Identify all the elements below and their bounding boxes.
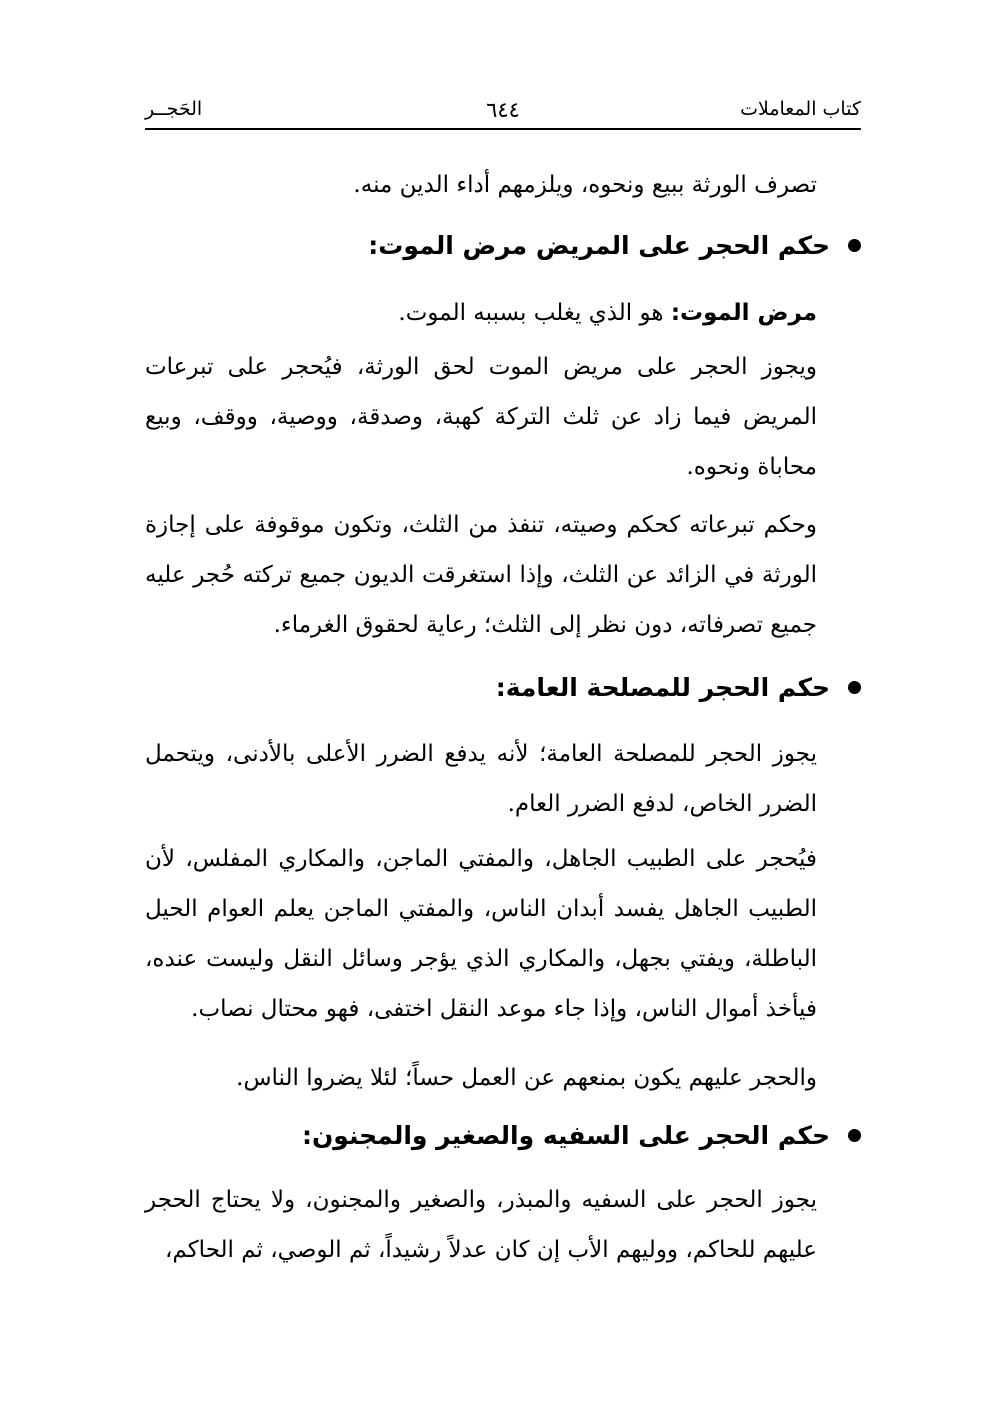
paragraph	[145, 729, 817, 829]
paragraph-continuation	[145, 160, 817, 210]
definition-text: هو الذي يغلب بسببه الموت.	[398, 300, 671, 326]
heading-text: حكم الحجر للمصلحة العامة:	[495, 673, 830, 702]
paragraph-text: يجوز الحجر على السفيه والمبذر، والصغير والمجنون، ولا يحتاج الحجر عليهم للحاكم، ووليهم الأب إن كان عدلاً رشيداً، ثم الوصي، ثم الحاكم،	[145, 1187, 817, 1263]
paragraph	[145, 342, 817, 492]
paragraph: تصرف الورثة ببيع ونحوه، ويلزمهم أداء الدين منه.	[353, 172, 817, 198]
paragraph-text: وحكم تبرعاته كحكم وصيته، تنفذ من الثلث، وتكون موقوفة على إجازة الورثة في الزائد عن الثلث، وإذا استغرقت الديون جميع تركته حُجر عليه جميع تصرفاته، دون نظر إلى الثلث؛ رعاية لحقوق الغرماء.	[145, 512, 817, 638]
bullet-icon	[848, 1129, 861, 1142]
paragraph	[145, 1175, 817, 1275]
section-heading	[496, 668, 861, 708]
bullet-icon	[848, 239, 861, 252]
chapter-title: الحَجــر	[145, 98, 203, 120]
section-heading	[302, 1116, 861, 1156]
paragraph-text: فيُحجر على الطبيب الجاهل، والمفتي الماجن، والمكاري المفلس، لأن الطبيب الجاهل يفسد أبدان الناس، والمفتي الماجن يعلم العوام الحيل الباطلة، ويفتي بجهل، والمكاري الذي يؤجر وسائل النقل وليست عنده، فيأخذ أموال الناس، وإذا جاء موعد النقل اختفى، فهو محتال نصاب.	[145, 846, 817, 1022]
page-header	[145, 94, 861, 128]
page-number: ٦٤٤	[486, 98, 520, 122]
paragraph-text: يجوز الحجر للمصلحة العامة؛ لأنه يدفع الضرر الأعلى بالأدنى، ويتحمل الضرر الخاص، لدفع الضرر العام.	[145, 741, 817, 817]
section-heading	[368, 226, 861, 266]
paragraph-text: ويجوز الحجر على مريض الموت لحق الورثة، فيُحجر على تبرعات المريض فيما زاد عن ثلث التركة كهبة، وصدقة، ووصية، ووقف، وبيع محاباة ونحوه.	[145, 354, 817, 480]
book-title: كتاب المعاملات	[740, 98, 861, 120]
heading-text: حكم الحجر على السفيه والصغير والمجنون:	[301, 1121, 830, 1150]
paragraph-text: والحجر عليهم يكون بمنعهم عن العمل حساً؛ لئلا يضروا الناس.	[236, 1065, 817, 1091]
paragraph	[145, 500, 817, 650]
paragraph	[145, 1053, 817, 1103]
header-rule	[145, 128, 861, 130]
definition-paragraph	[145, 288, 817, 338]
heading-text: حكم الحجر على المريض مرض الموت:	[368, 231, 830, 260]
paragraph	[145, 834, 817, 1034]
defined-term: مرض الموت:	[670, 300, 817, 326]
bullet-icon	[848, 681, 861, 694]
